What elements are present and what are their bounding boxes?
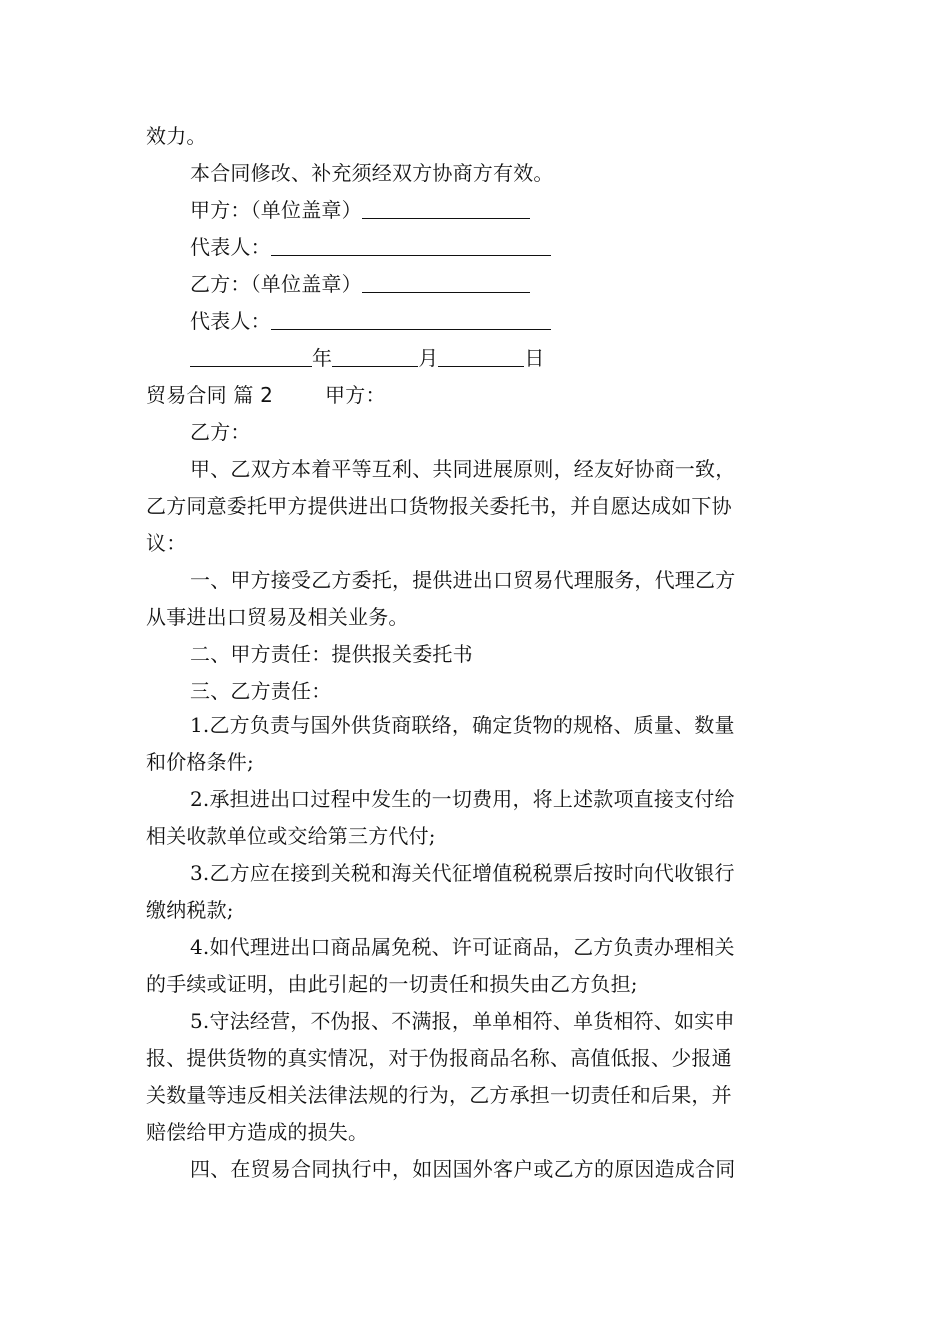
body-line: 关数量等违反相关法律法规的行为，乙方承担一切责任和后果，并	[146, 1083, 732, 1107]
day-blank	[438, 346, 524, 367]
party-b-label: 乙方：（单位盖章）	[190, 272, 362, 296]
body-line: 二、甲方责任：提供报关委托书	[190, 642, 473, 666]
year-blank	[190, 346, 312, 367]
signature-rep-a	[190, 234, 551, 260]
month-blank	[332, 346, 418, 367]
signature-date	[190, 345, 545, 371]
section-party-a: 甲方：	[325, 383, 386, 407]
party-a-blank	[362, 198, 530, 219]
party-a-label: 甲方：（单位盖章）	[190, 198, 362, 222]
rep-a-blank	[271, 235, 551, 256]
body-line: 议：	[146, 531, 187, 555]
rep-a-label: 代表人：	[190, 235, 271, 259]
section-title: 贸易合同 篇 2	[146, 383, 274, 407]
body-line: 三、乙方责任：	[190, 679, 332, 703]
section-heading	[146, 382, 386, 408]
body-line: 相关收款单位或交给第三方代付;	[146, 824, 436, 848]
body-line: 1.乙方负责与国外供货商联络，确定货物的规格、质量、数量	[190, 713, 735, 737]
rep-b-label: 代表人：	[190, 309, 271, 333]
body-line: 赔偿给甲方造成的损失。	[146, 1120, 369, 1144]
month-label: 月	[418, 346, 439, 370]
party-b-blank	[362, 272, 530, 293]
body-line: 2.承担进出口过程中发生的一切费用，将上述款项直接支付给	[190, 787, 735, 811]
signature-rep-b	[190, 308, 551, 334]
body-line: 缴纳税款;	[146, 898, 234, 922]
signature-party-a	[190, 197, 530, 223]
body-line: 3.乙方应在接到关税和海关代征增值税税票后按时向代收银行	[190, 861, 735, 885]
body-line: 本合同修改、补充须经双方协商方有效。	[190, 161, 554, 185]
body-line: 甲、乙双方本着平等互利、共同进展原则，经友好协商一致，	[190, 457, 736, 481]
signature-party-b	[190, 271, 530, 297]
body-line: 的手续或证明，由此引起的一切责任和损失由乙方负担;	[146, 972, 638, 996]
rep-b-blank	[271, 309, 551, 330]
day-label: 日	[524, 346, 545, 370]
body-line: 乙方同意委托甲方提供进出口货物报关委托书，并自愿达成如下协	[146, 494, 732, 518]
year-label: 年	[312, 346, 333, 370]
body-line: 效力。	[146, 124, 207, 148]
body-line: 4.如代理进出口商品属免税、许可证商品，乙方负责办理相关	[190, 935, 735, 959]
body-line: 四、在贸易合同执行中，如因国外客户或乙方的原因造成合同	[190, 1157, 736, 1181]
body-line: 从事进出口贸易及相关业务。	[146, 605, 409, 629]
body-line: 报、提供货物的真实情况，对于伪报商品名称、高值低报、少报通	[146, 1046, 732, 1070]
body-line: 乙方：	[190, 420, 251, 444]
body-line: 和价格条件;	[146, 750, 254, 774]
body-line: 一、甲方接受乙方委托，提供进出口贸易代理服务，代理乙方	[190, 568, 736, 592]
body-line: 5.守法经营，不伪报、不满报，单单相符、单货相符、如实申	[190, 1009, 735, 1033]
